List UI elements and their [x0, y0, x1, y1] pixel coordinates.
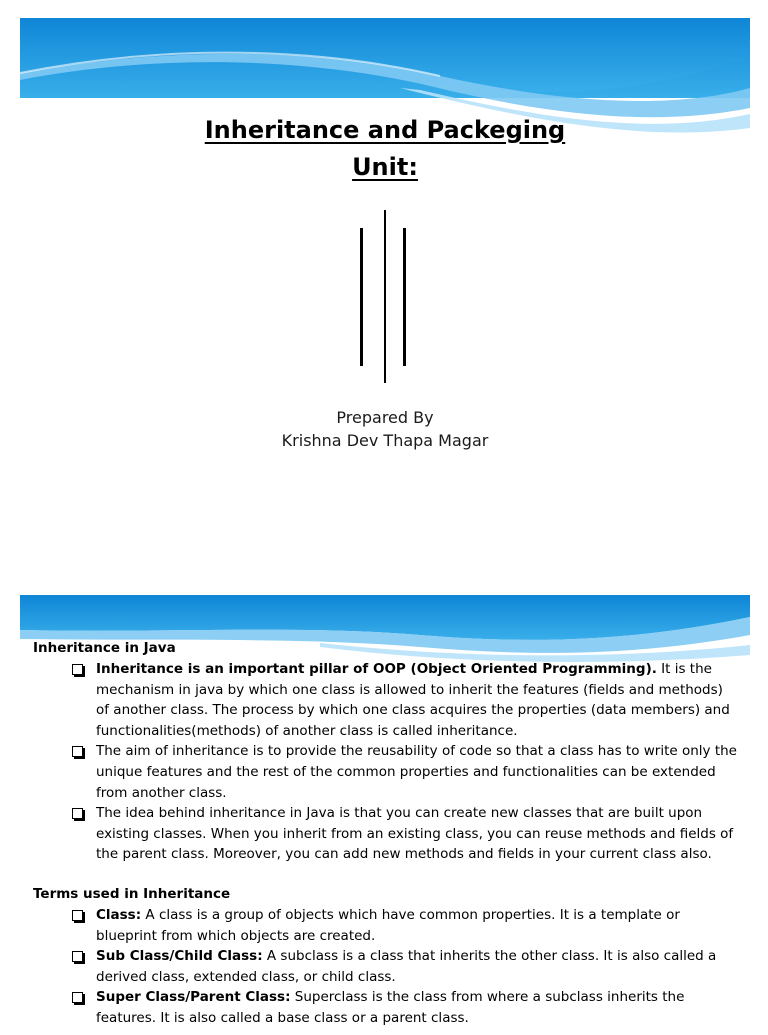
list-item — [72, 741, 740, 803]
bullet-bold-text: Sub Class/Child Class: — [96, 948, 263, 965]
checkbox-bullet-icon — [72, 910, 83, 921]
section-heading-terms: Terms used in Inheritance — [33, 886, 231, 902]
bullet-text: The aim of inheritance is to provide the reusability of code so that a class has to write only the unique features and the rest of the common properties and functionalities can be extended from another class. — [96, 743, 737, 801]
list-item — [72, 987, 740, 1028]
checkbox-bullet-icon — [72, 664, 83, 675]
bullet-text: It is the mechanism in java by which one class is allowed to inherit the features (fields and methods) of another class. The process by which one class acquires the properties (data members) and functionalities(methods) of another class is called inheritance. — [96, 661, 730, 739]
checkbox-bullet-icon — [72, 992, 83, 1003]
title-slide — [20, 18, 750, 538]
bullet-text: A subclass is a class that inherits the other class. It is also called a derived class, extended class, or child class. — [96, 948, 717, 985]
decor-line-center — [384, 210, 386, 383]
bullet-bold-text: Class: — [96, 907, 142, 923]
bullet-text: A class is a group of objects which have common properties. It is a template or blueprint from which objects are created. — [96, 907, 680, 944]
bullet-text: Superclass is the class from where a subclass inherits the features. It is also called a base class or a parent class. — [96, 989, 685, 1026]
slide-title-line2: Unit: — [352, 153, 418, 181]
terms-bullet-list — [72, 905, 740, 1029]
slide-title-line1: Inheritance and Packeging — [204, 116, 566, 144]
list-item — [72, 905, 740, 946]
inheritance-bullet-list — [72, 659, 740, 865]
decor-line-left — [360, 228, 363, 366]
content-slide — [20, 595, 750, 1035]
prepared-by-label: Prepared By — [336, 408, 434, 427]
decor-line-right — [403, 228, 406, 366]
list-item — [72, 659, 740, 741]
checkbox-bullet-icon — [72, 951, 83, 962]
list-item — [72, 946, 740, 987]
bullet-bold-text: Inheritance is an important pillar of OOP (Object Oriented Programming). — [96, 661, 657, 677]
section-heading-inheritance: Inheritance in Java — [33, 640, 176, 656]
list-item — [72, 803, 740, 865]
bullet-bold-text: Super Class/Parent Class: — [96, 989, 291, 1006]
author-name: Krishna Dev Thapa Magar — [281, 431, 489, 450]
bullet-text: The idea behind inheritance in Java is that you can create new classes that are built upon existing classes. When you inherit from an existing class, you can reuse methods and fields of the parent class. Moreover, you can add new methods and fields in your current class also. — [96, 805, 734, 863]
checkbox-bullet-icon — [72, 746, 83, 757]
checkbox-bullet-icon — [72, 808, 83, 819]
